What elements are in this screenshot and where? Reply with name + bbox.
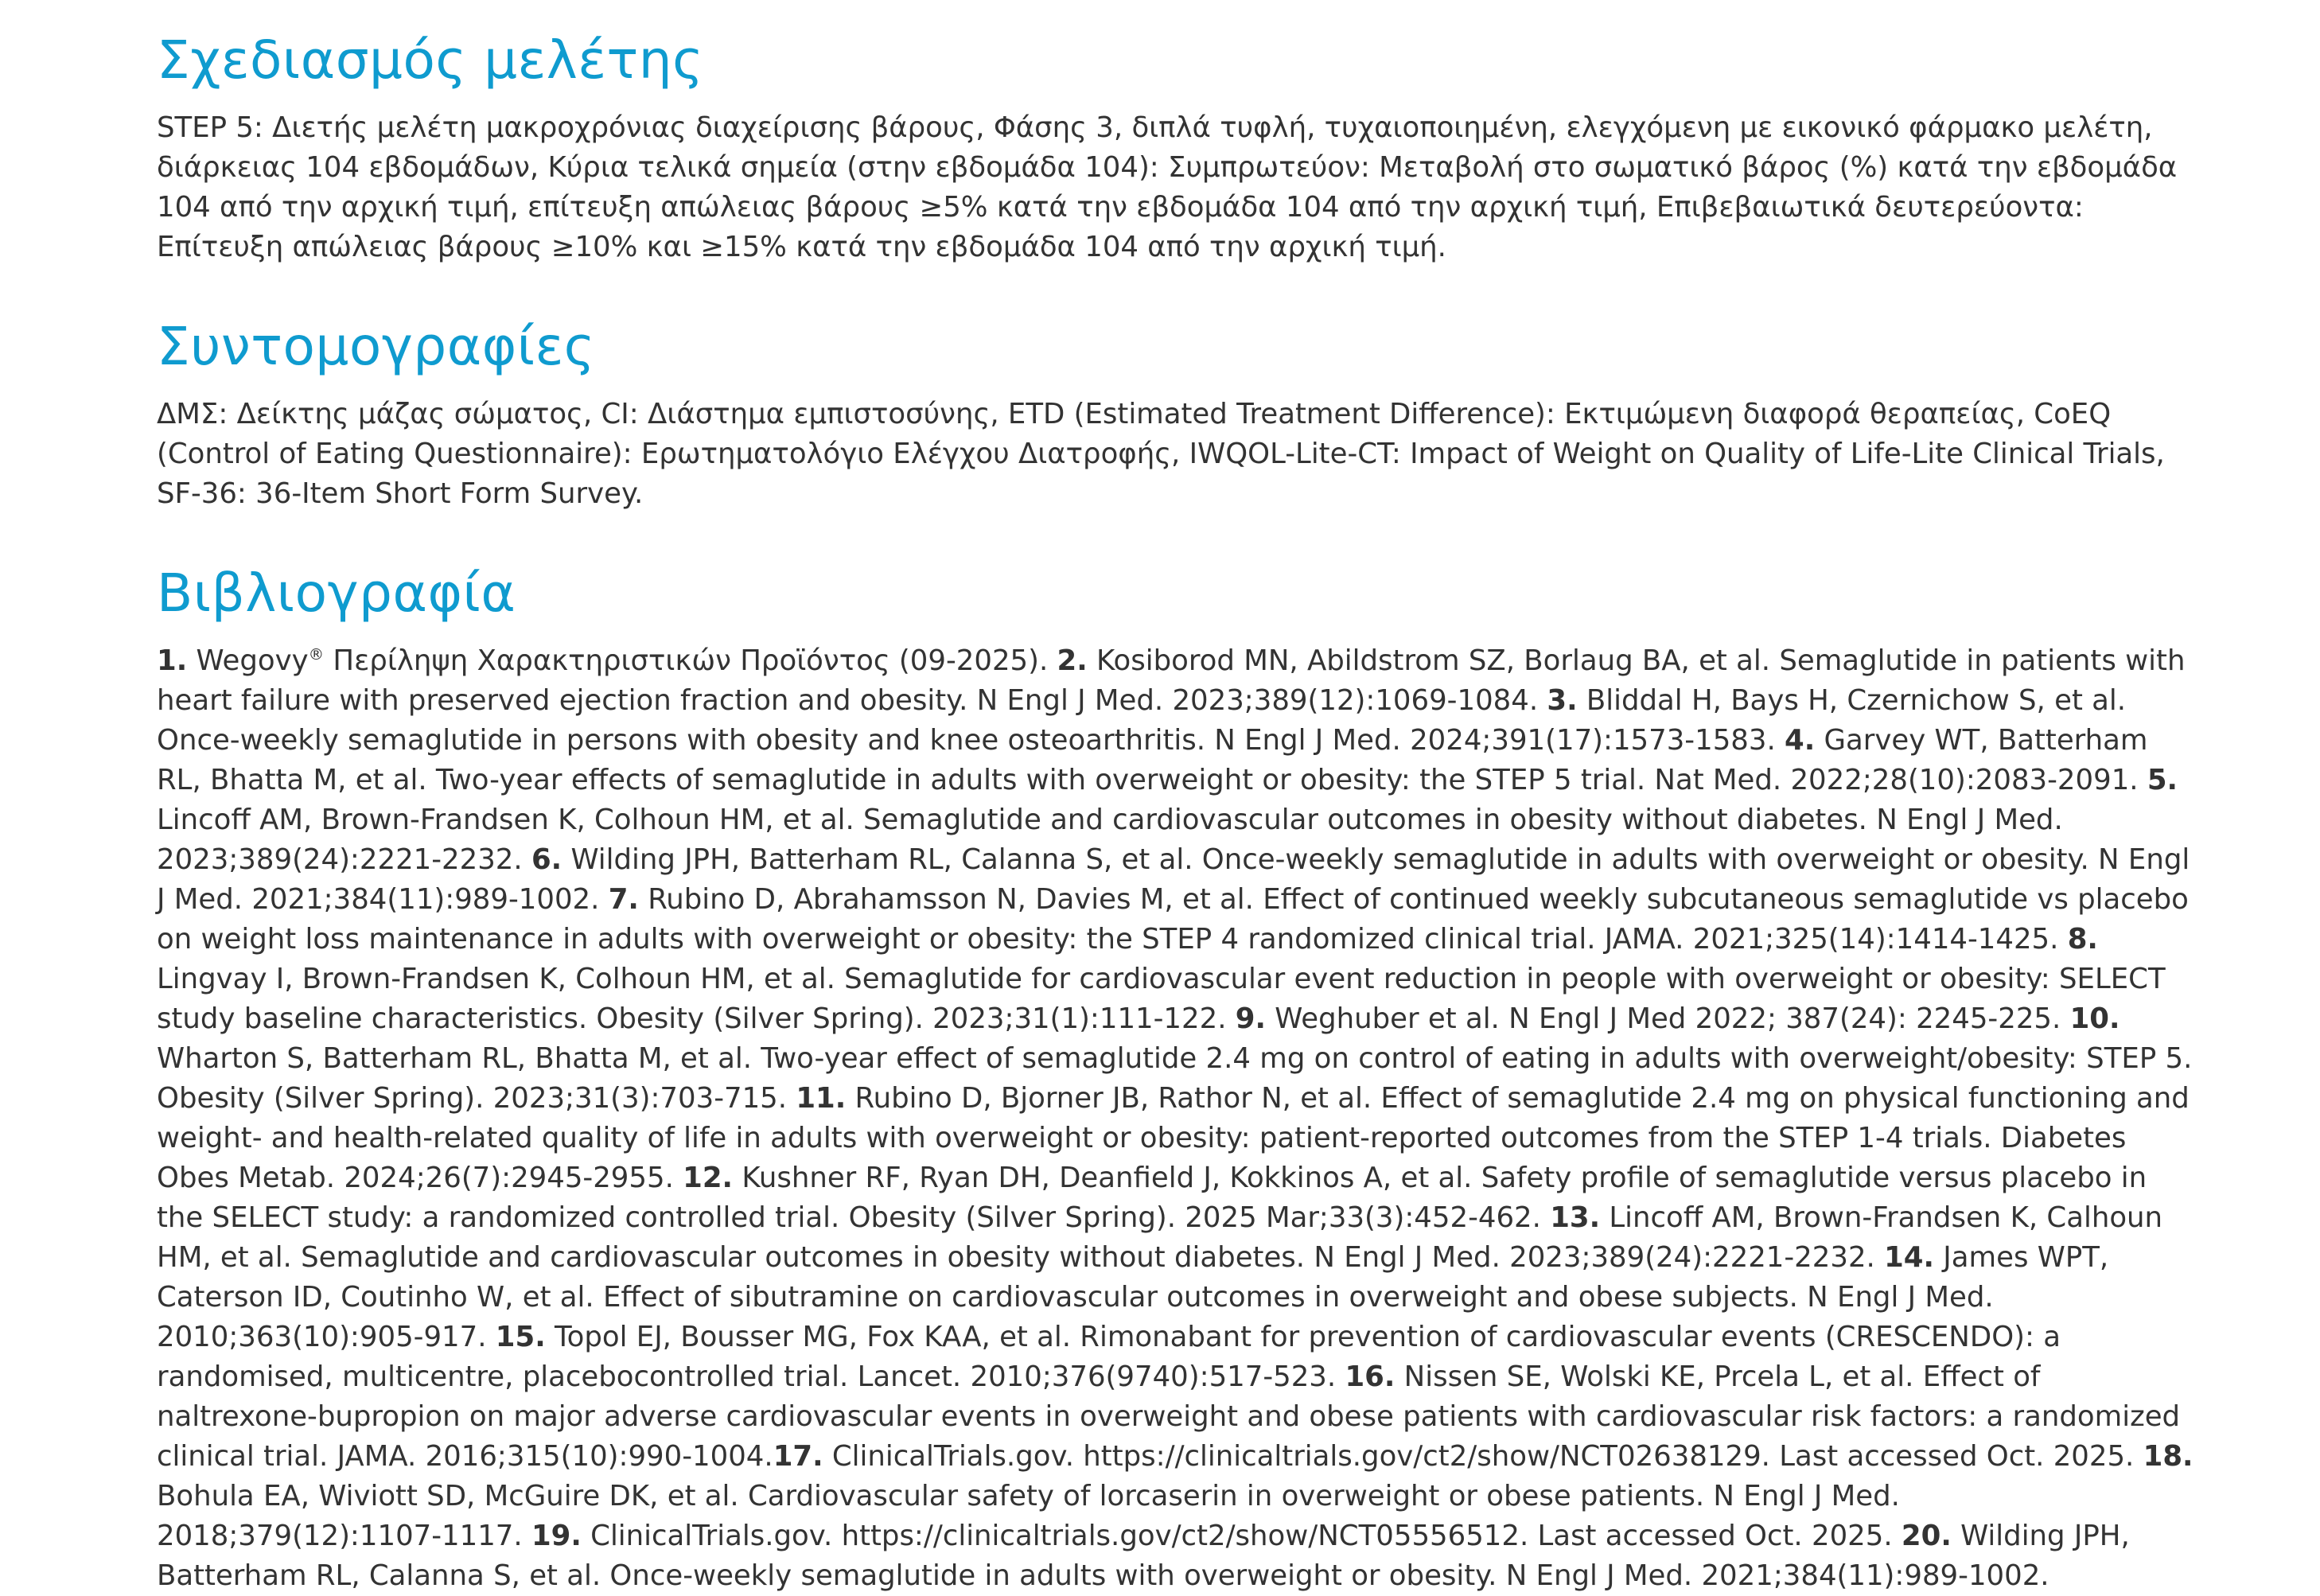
bibliography-heading: Βιβλιογραφία	[157, 562, 516, 624]
reference-text: Nissen SE, Wolski KE, Prcela L, et al. Effect of naltrexone-bupropion on major adverse cardiovascular events in overweight and obese patients with cardiovascular risk factors: a randomized clinical trial. JAMA. 2016;315(10):990-1004.	[157, 1360, 2181, 1473]
reference-text: Lincoff AM, Brown-Frandsen K, Colhoun HM, et al. Semaglutide and cardiovascular outcomes in obesity without diabetes. N Engl J Med. 2023;389(24):2221-2232.	[157, 804, 2063, 876]
bibliography-section	[157, 560, 2193, 1596]
reference-number: 6.	[531, 843, 562, 876]
reference-number: 16.	[1345, 1360, 1396, 1393]
reference-item	[531, 1520, 1902, 1552]
reference-text: Rubino D, Abrahamsson N, Davies M, et al. Effect of continued weekly subcutaneous semaglutide vs placebo on weight loss maintenance in adults with overweight or obesity: the STEP 4 randomized clinical trial. JAMA. 2021;325(14):1414-1425.	[157, 883, 2189, 956]
reference-number: 11.	[796, 1082, 847, 1115]
reference-number: 2.	[1057, 644, 1088, 677]
reference-number: 17.	[773, 1440, 823, 1473]
reference-text: ClinicalTrials.gov. https://clinicaltrials.gov/ct2/show/NCT05556512. Last accessed Oct. 2025.	[590, 1520, 1902, 1552]
reference-number: 19.	[531, 1520, 582, 1552]
reference-number: 7.	[608, 883, 639, 916]
reference-text: Lincoff AM, Brown-Frandsen K, Calhoun HM, et al. Semaglutide and cardiovascular outcomes in obesity without diabetes. N Engl J Med. 2023;389(24):2221-2232.	[157, 1201, 2163, 1274]
reference-item	[773, 1440, 2143, 1473]
reference-text: Topol EJ, Bousser MG, Fox KAA, et al. Rimonabant for prevention of cardiovascular events (CRESCENDO): a randomised, multicentre, placebocontrolled trial. Lancet. 2010;376(9740):517-523.	[157, 1321, 2061, 1393]
reference-text: Weghuber et al. N Engl J Med 2022; 387(24): 2245-225.	[1275, 1002, 2070, 1035]
reference-number: 9.	[1235, 1002, 1266, 1035]
reference-number: 10.	[2069, 1002, 2120, 1035]
abbreviations-text: ΔΜΣ: Δείκτης μάζας σώματος, CI: Διάστημα εμπιστοσύνης, ETD (Estimated Treatment Difference): Εκτιμώμενη διαφορά θεραπείας, CoEQ (Control of Eating Questionnaire): Ερωτηματολόγιο Ελέγχου Διατροφής, IWQOL-Lite-CT: Impact of Weight on Quality of Life-Lite Clinical Trials, SF-36: 36-Item Short Form Survey.	[157, 398, 2165, 510]
reference-list	[157, 641, 2193, 1596]
reference-text: Bliddal H, Bays H, Czernichow S, et al. Once-weekly semaglutide in persons with obesity and knee osteoarthritis. N Engl J Med. 2024;391(17):1573-1583.	[157, 684, 2127, 757]
study-design-heading: Σχεδιασμός μελέτης	[157, 29, 704, 91]
reference-text: Lingvay I, Brown-Frandsen K, Colhoun HM, et al. Semaglutide for cardiovascular event reduction in people with overweight or obesity: SELECT study baseline characteristics. Obesity (Silver Spring). 2023;31(1):111-122.	[157, 963, 2166, 1035]
reference-item	[157, 644, 1057, 677]
abbreviations-section	[157, 313, 2193, 514]
reference-item	[1236, 1002, 2070, 1035]
reference-number: 3.	[1547, 684, 1578, 717]
reference-number: 14.	[1884, 1241, 1934, 1274]
reference-number: 20.	[1901, 1520, 1952, 1552]
reference-number: 1.	[157, 644, 188, 677]
reference-number: 15.	[495, 1321, 546, 1353]
reference-number: 5.	[2147, 764, 2178, 796]
reference-text: ClinicalTrials.gov. https://clinicaltrials.gov/ct2/show/NCT02638129. Last accessed Oct. 2025.	[831, 1440, 2143, 1473]
reference-text: Wharton S, Batterham RL, Bhatta M, et al. Two-year effect of semaglutide 2.4 mg on control of eating in adults with overweight/obesity: STEP 5. Obesity (Silver Spring). 2023;31(3):703-715.	[157, 1042, 2193, 1115]
study-design-section	[157, 27, 2193, 267]
study-design-text: STEP 5: Διετής μελέτη μακροχρόνιας διαχείρισης βάρους, Φάσης 3, διπλά τυφλή, τυχαιοποιημένη, ελεγχόμενη με εικονικό φάρμακο μελέτη, διάρκειας 104 εβδομάδων, Κύρια τελικά σημεία (στην εβδομάδα 104): Συμπρωτεύον: Μεταβολή στο σωματικό βάρος (%) κατά την εβδομάδα 104 από την αρχική τιμή, επίτευξη απώλειας βάρους ≥5% κατά την εβδομάδα 104 από την αρχική τιμή, Επιβεβαιωτικά δευτερεύοντα: Επίτευξη απώλειας βάρους ≥10% και ≥15% κατά την εβδομάδα 104 από την αρχική τιμή.	[157, 111, 2178, 263]
reference-number: 12.	[683, 1162, 734, 1194]
reference-text: Rubino D, Bjorner JB, Rathor N, et al. Effect of semaglutide 2.4 mg on physical functioning and weight- and health-related quality of life in adults with overweight or obesity: patient-reported outcomes from the STEP 1-4 trials. Diabetes Obes Metab. 2024;26(7):2945-2955.	[157, 1082, 2190, 1194]
abbreviations-heading: Συντομογραφίες	[157, 316, 595, 377]
reference-product-name: Wegovy	[196, 644, 309, 677]
reference-text: Kosiborod MN, Abildstrom SZ, Borlaug BA, et al. Semaglutide in patients with heart failure with preserved ejection fraction and obesity. N Engl J Med. 2023;389(12):1069-1084.	[157, 644, 2186, 717]
registered-mark: ®	[308, 645, 325, 664]
reference-text: Περίληψη Χαρακτηριστικών Προϊόντος (09-2025).	[324, 644, 1057, 677]
reference-text: James WPT, Caterson ID, Coutinho W, et al. Effect of sibutramine on cardiovascular outcomes in overweight and obese subjects. N Engl J Med. 2010;363(10):905-917.	[157, 1241, 2109, 1353]
reference-text: Wilding JPH, Batterham RL, Calanna S, et al. Once-weekly semaglutide in adults with overweight or obesity. N Engl J Med. 2021;384(11):989-1002.	[157, 843, 2190, 916]
reference-number: 13.	[1550, 1201, 1601, 1234]
reference-number: 8.	[2067, 923, 2098, 956]
reference-number: 4.	[1785, 724, 1816, 757]
reference-text: Wilding JPH, Batterham RL, Calanna S, et al. Once-weekly semaglutide in adults with overweight or obesity. N Engl J Med. 2021;384(11):989-1002.	[157, 1520, 2130, 1592]
reference-number: 18.	[2143, 1440, 2193, 1473]
reference-text: Garvey WT, Batterham RL, Bhatta M, et al. Two-year effects of semaglutide in adults with overweight or obesity: the STEP 5 trial. Nat Med. 2022;28(10):2083-2091.	[157, 724, 2148, 796]
reference-text: Kushner RF, Ryan DH, Deanfield J, Kokkinos A, et al. Safety profile of semaglutide versus placebo in the SELECT study: a randomized controlled trial. Obesity (Silver Spring). 2025 Mar;33(3):452-462.	[157, 1162, 2147, 1234]
reference-text: Bohula EA, Wiviott SD, McGuire DK, et al. Cardiovascular safety of lorcaserin in overweight or obese patients. N Engl J Med. 2018;379(12):1107-1117.	[157, 1480, 1900, 1552]
